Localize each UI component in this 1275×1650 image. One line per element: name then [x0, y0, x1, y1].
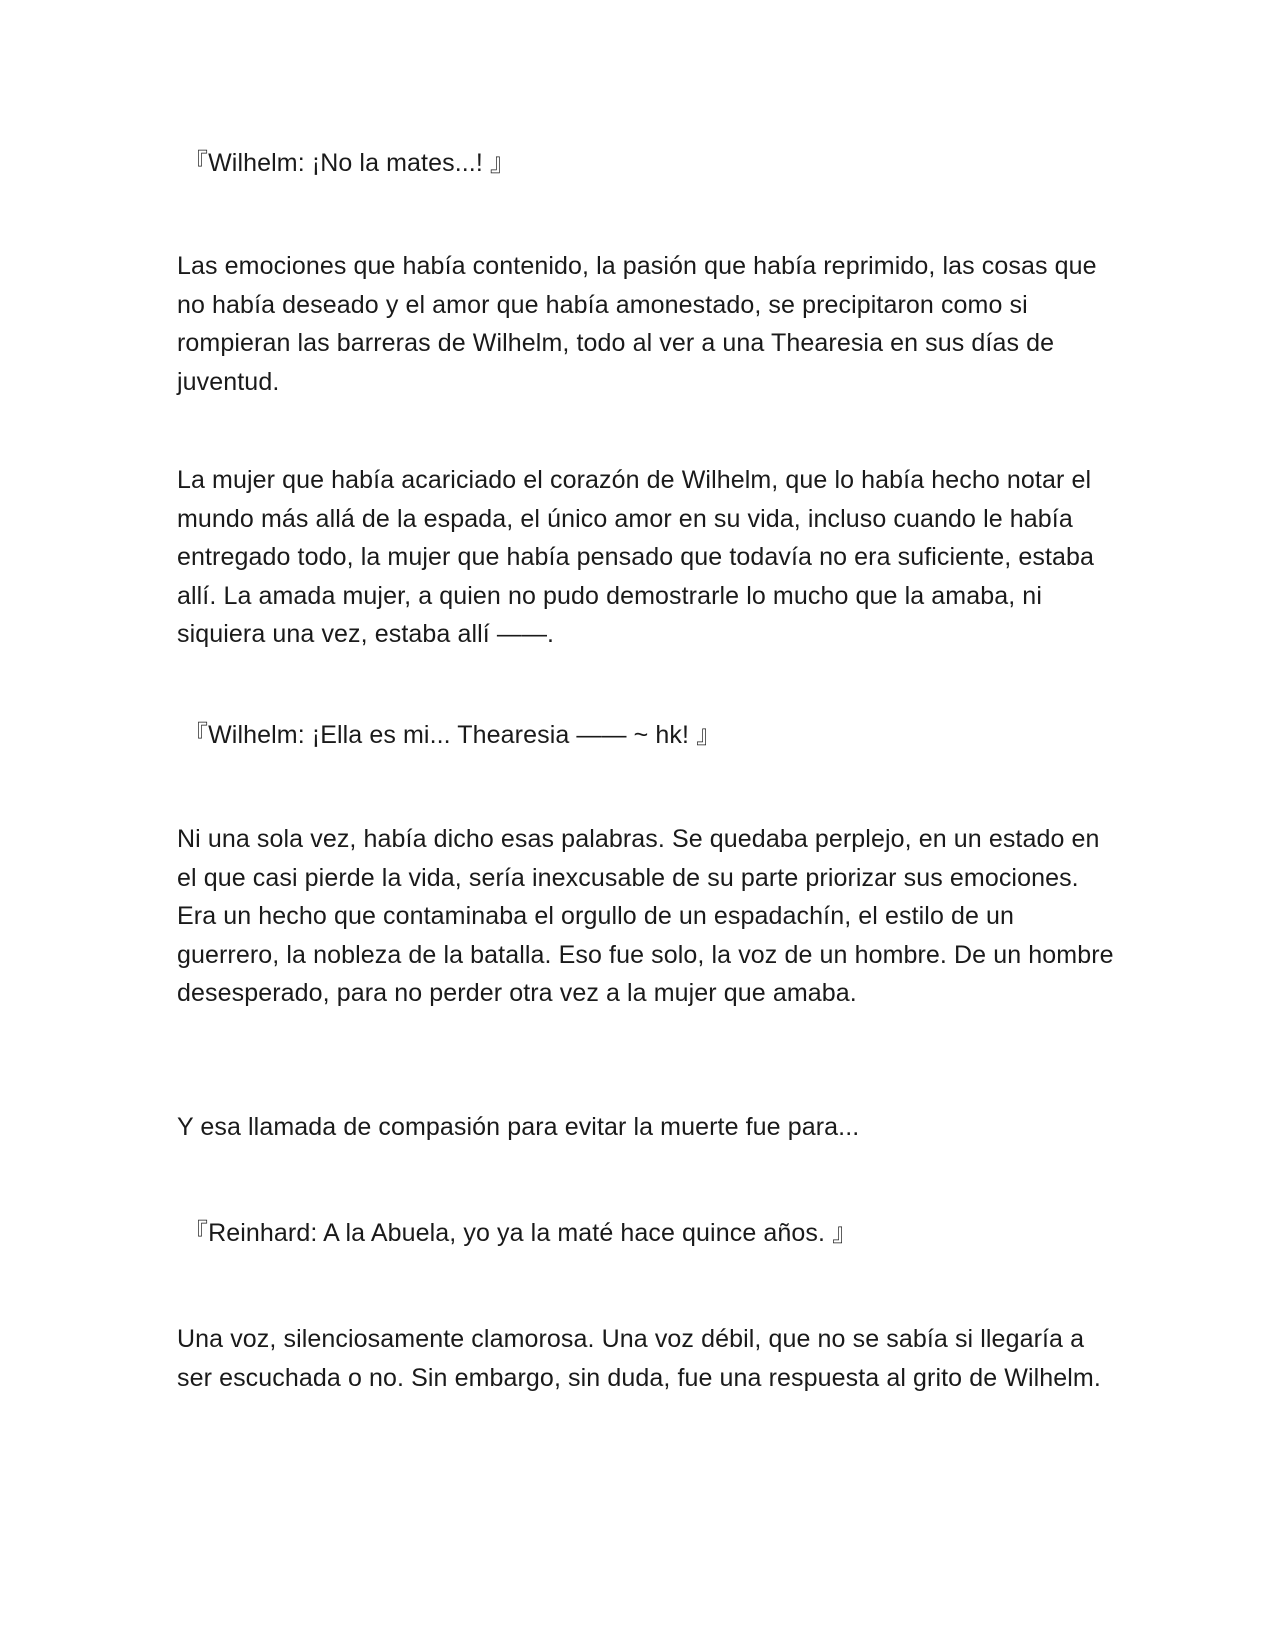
paragraph-silent-voice: Una voz, silenciosamente clamorosa. Una voz débil, que no se sabía si llegaría a ser escuchada o no. Sin embargo, sin duda, fue una respuesta al grito de Wilhelm. [177, 1325, 1101, 1392]
paragraph-never-once: Ni una sola vez, había dicho esas palabras. Se quedaba perplejo, en un estado en el que casi pierde la vida, sería inexcusable de su parte priorizar sus emociones. Era un hecho que contaminaba el orgullo de un espadachín, el estilo de un guerrero, la nobleza de la batalla. Eso fue solo, la voz de un hombre. De un hombre desesperado, para no perder otra vez a la mujer que amaba. [177, 825, 1114, 1007]
paragraph-woman: La mujer que había acariciado el corazón de Wilhelm, que lo había hecho notar el mundo más allá de la espada, el único amor en su vida, incluso cuando le había entregado todo, la mujer que había pensado que todavía no era suficiente, estaba allí. La amada mujer, a quien no pudo demostrarle lo mucho que la amaba, ni siquiera una vez, estaba allí ――. [177, 466, 1094, 648]
paragraph-call-of-compassion: Y esa llamada de compasión para evitar la muerte fue para... [177, 1113, 860, 1141]
dialogue-wilhelm-thearesia: 『Wilhelm: ¡Ella es mi... Thearesia ―― ~ hk! 』 [183, 721, 722, 749]
paragraph-emotions: Las emociones que había contenido, la pasión que había reprimido, las cosas que no había deseado y el amor que había amonestado, se precipitaron como si rompieran las barreras de Wilhelm, todo al ver a una Thearesia en sus días de juventud. [177, 252, 1097, 396]
dialogue-reinhard: 『Reinhard: A la Abuela, yo ya la maté hace quince años. 』 [183, 1219, 858, 1247]
dialogue-wilhelm-no-la-mates: 『Wilhelm: ¡No la mates...! 』 [183, 149, 516, 177]
